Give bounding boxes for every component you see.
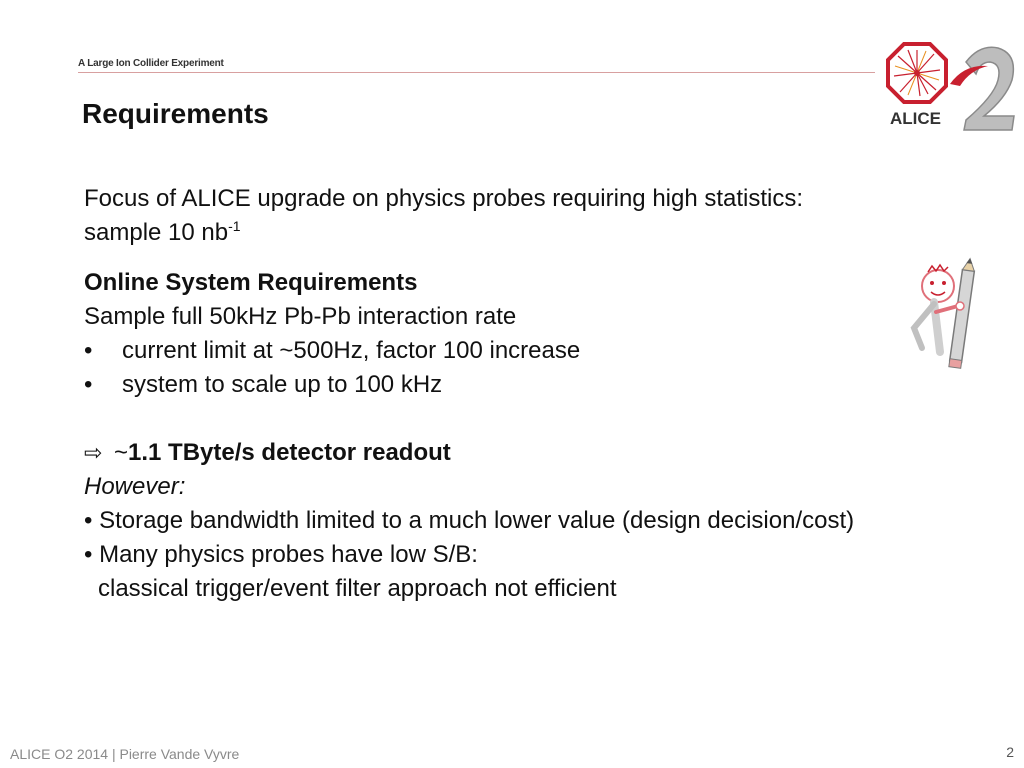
alice-o2-logo-icon — [884, 40, 1024, 132]
intro-line-2 — [84, 216, 1014, 250]
header-divider — [78, 72, 875, 73]
however-label: However: — [84, 473, 186, 500]
intro-superscript: -1 — [228, 218, 241, 234]
bullet-text: system to scale up to 100 kHz — [122, 371, 443, 398]
slide-title: Requirements — [82, 98, 269, 129]
bullet-marker: • — [84, 371, 93, 398]
point-physics: • Many physics probes have low S/B: — [84, 541, 478, 568]
online-heading: Online System Requirements — [84, 269, 418, 296]
point-storage: • Storage bandwidth limited to a much lower value (design decision/cost) — [84, 507, 855, 534]
bullet-marker: • — [84, 337, 93, 364]
logo-text: ALICE — [890, 109, 941, 128]
slide-body — [84, 182, 1014, 606]
list-item — [84, 334, 1014, 368]
footer-text: ALICE O2 2014 | Pierre Vande Vyvre — [10, 746, 240, 762]
right-arrow-icon: ⇨ — [84, 440, 103, 465]
point-continuation: classical trigger/event filter approach not efficient — [98, 575, 617, 602]
experiment-tagline: A Large Ion Collider Experiment — [78, 58, 224, 69]
bullet-text: current limit at ~500Hz, factor 100 increase — [122, 337, 581, 364]
intro-text: sample 10 nb — [84, 219, 229, 246]
list-item — [84, 368, 1014, 402]
page-number: 2 — [1006, 744, 1014, 760]
readout-tilde: ~ — [114, 439, 129, 466]
intro-line-1: Focus of ALICE upgrade on physics probes requiring high statistics: — [84, 185, 804, 212]
online-line: Sample full 50kHz Pb-Pb interaction rate — [84, 303, 517, 330]
readout-text: 1.1 TByte/s detector readout — [128, 439, 451, 466]
readout-line — [84, 436, 1014, 470]
